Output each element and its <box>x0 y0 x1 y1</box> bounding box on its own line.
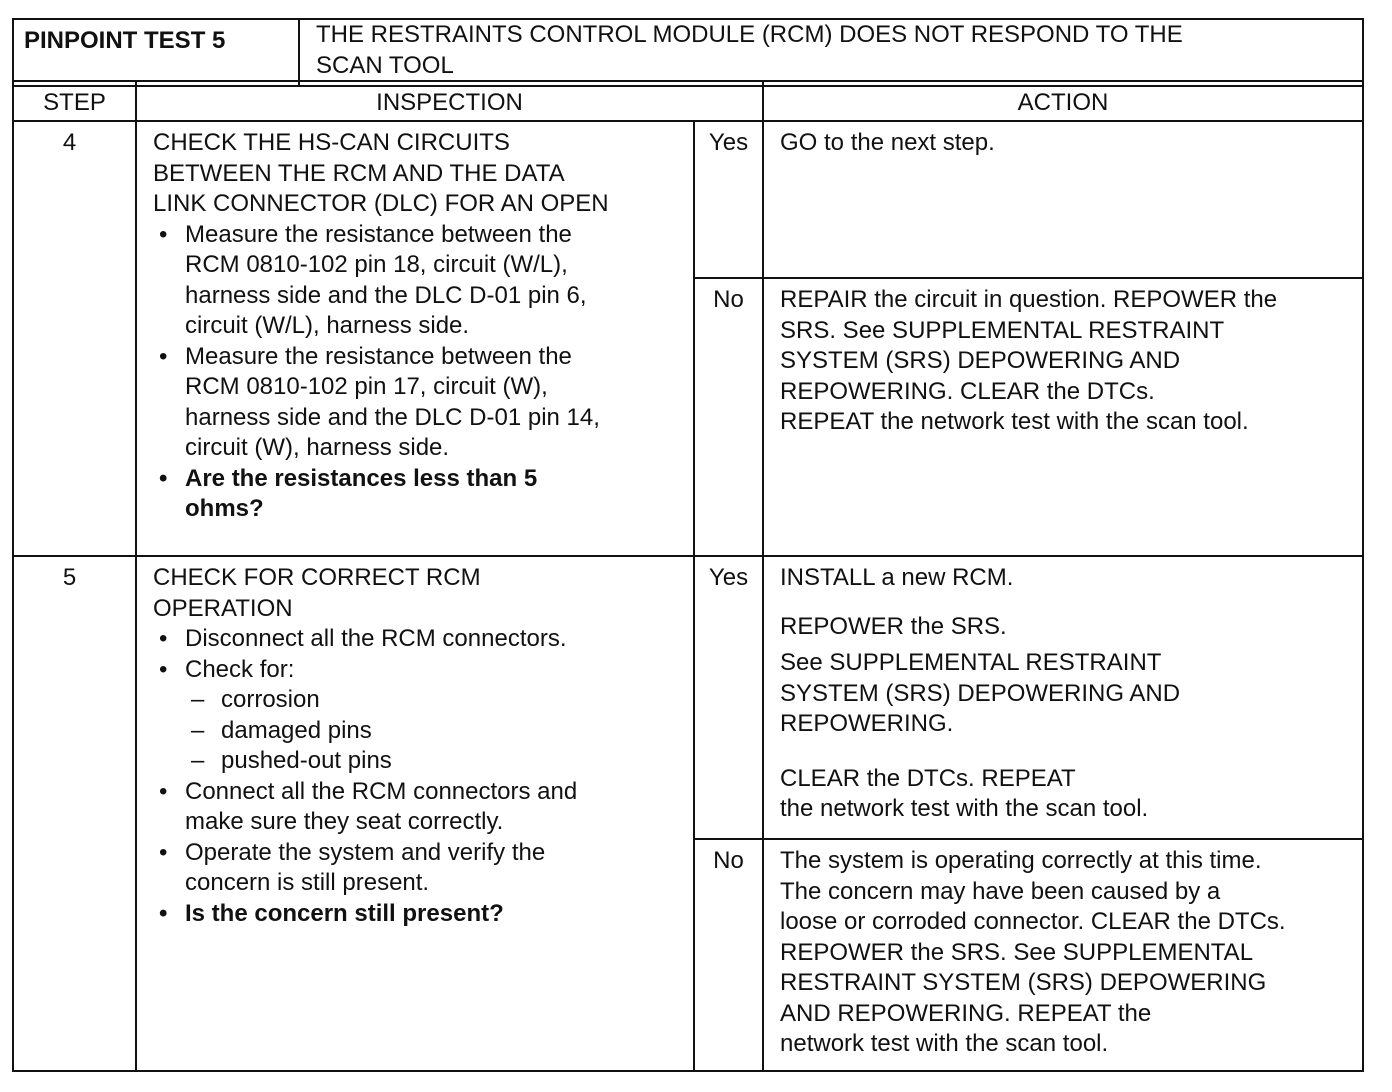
yes-action-line: REPOWER the SRS. <box>780 612 1007 640</box>
step-heading: CHECK THE HS-CAN CIRCUITS BETWEEN THE RCM AND THE DATA LINK CONNECTOR (DLC) FOR AN OPEN <box>153 129 609 217</box>
inspection-question: • Is the concern still present? <box>153 899 685 930</box>
step-column-header: STEP <box>13 81 136 121</box>
inspection-bullet: • Check for: <box>153 655 685 686</box>
test-title: THE RESTRAINTS CONTROL MODULE (RCM) DOES NOT RESPOND TO THE SCAN TOOL <box>299 19 1363 86</box>
yes-action <box>763 556 1363 839</box>
test-header-table <box>12 18 1364 87</box>
inspection-sub-bullet: – pushed-out pins <box>153 746 685 777</box>
inspection-bullet: • Measure the resistance between the RCM 0810-102 pin 17, circuit (W), harness side and the DLC D-01 pin 14, circuit (W), harness side. <box>153 342 685 464</box>
pinpoint-table <box>12 80 1364 1072</box>
inspection-bullet: • Measure the resistance between the RCM 0810-102 pin 18, circuit (W/L), harness side and the DLC D-01 pin 6, circuit (W/L), harness side. <box>153 220 685 342</box>
yes-action-line: INSTALL a new RCM. <box>780 564 1014 591</box>
no-label: No <box>694 839 763 1071</box>
table-row <box>13 556 1363 839</box>
inspection-column-header: INSPECTION <box>136 81 763 121</box>
step5-inspection <box>136 556 694 1071</box>
inspection-question: • Are the resistances less than 5 ohms? <box>153 464 685 525</box>
yes-action-line: CLEAR the DTCs. REPEAT the network test with the scan tool. <box>780 764 1149 822</box>
inspection-sub-bullet: – damaged pins <box>153 716 685 747</box>
inspection-sub-bullet: – corrosion <box>153 685 685 716</box>
action-column-header: ACTION <box>763 81 1363 121</box>
table-row <box>13 121 1363 278</box>
no-label: No <box>694 278 763 556</box>
inspection-bullet: • Disconnect all the RCM connectors. <box>153 624 685 655</box>
step-number: 5 <box>13 556 136 1071</box>
inspection-bullet: • Operate the system and verify the concern is still present. <box>153 838 685 899</box>
column-header-row <box>13 81 1363 121</box>
no-action: The system is operating correctly at this time. The concern may have been caused by a loose or corroded connector. CLEAR the DTCs. REPOWER the SRS. See SUPPLEMENTAL RESTRAINT SYSTEM (SRS) DEPOWERING AND REPOWERING. REPEAT the network test with the scan tool. <box>763 839 1363 1071</box>
yes-action-line: See SUPPLEMENTAL RESTRAINT SYSTEM (SRS) DEPOWERING AND REPOWERING. <box>780 649 1181 737</box>
no-action: REPAIR the circuit in question. REPOWER the SRS. See SUPPLEMENTAL RESTRAINT SYSTEM (SRS) DEPOWERING AND REPOWERING. CLEAR the DTCs. REPEAT the network test with the scan tool. <box>763 278 1363 556</box>
inspection-bullet: • Connect all the RCM connectors and make sure they seat correctly. <box>153 777 685 838</box>
step4-inspection <box>136 121 694 556</box>
yes-action: GO to the next step. <box>763 121 1363 278</box>
step-heading: CHECK FOR CORRECT RCM OPERATION <box>153 564 481 622</box>
step-number: 4 <box>13 121 136 556</box>
yes-label: Yes <box>694 556 763 839</box>
yes-label: Yes <box>694 121 763 278</box>
test-label: PINPOINT TEST 5 <box>13 19 299 86</box>
